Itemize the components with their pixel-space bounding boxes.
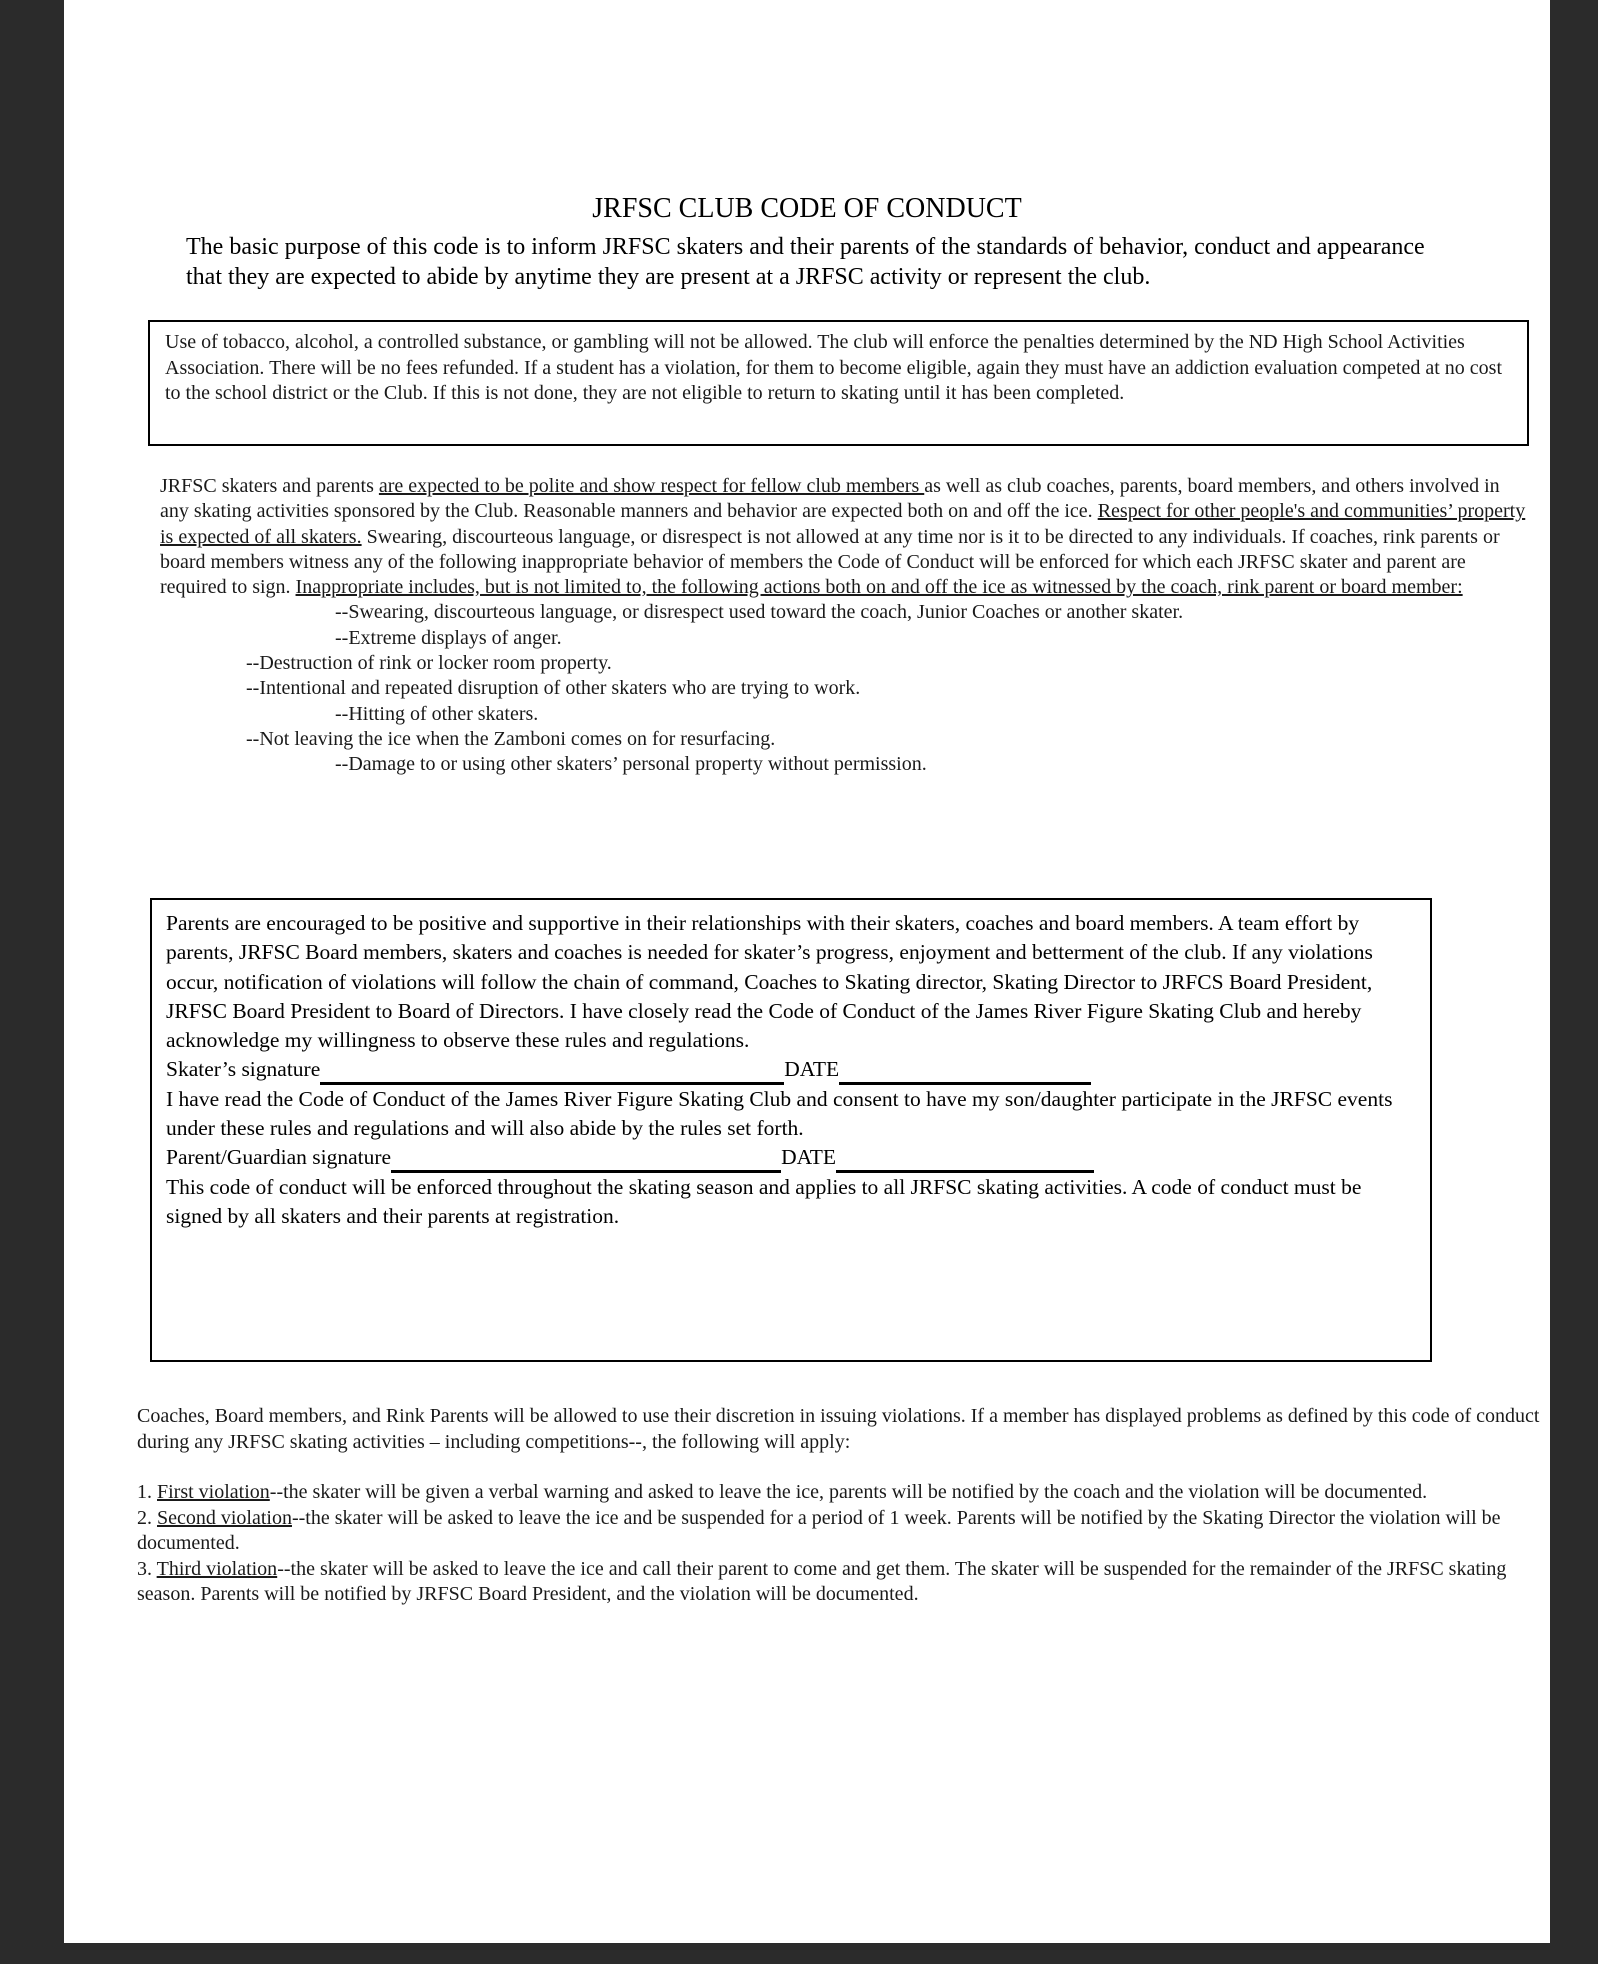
document-title: JRFSC CLUB CODE OF CONDUCT [592, 193, 1022, 224]
conduct-section [160, 474, 1530, 778]
intro-paragraph: The basic purpose of this code is to inform JRFSC skaters and their parents of the standards of behavior, conduct and appearance that they are expected to abide by anytime they are present at a JRFSC activity or represent the club. [186, 234, 1425, 290]
list-item: --Intentional and repeated disruption of other skaters who are trying to work. [246, 677, 861, 700]
violation-item: 1. First violation--the skater will be given a verbal warning and asked to leave the ice, parents will be notified by the coach and the violation will be documented. [137, 1481, 1428, 1503]
list-item: --Swearing, discourteous language, or disrespect used toward the coach, Junior Coaches or another skater. [335, 601, 1184, 624]
violation-item: 3. Third violation--the skater will be asked to leave the ice and call their parent to come and get them. The skater will be suspended for the remainder of the JRFSC skating season. Parents will be notified by JRFSC Board President, and the violation will be documented. [137, 1557, 1507, 1605]
list-item: --Destruction of rink or locker room property. [246, 652, 612, 675]
substance-policy-box [148, 320, 1529, 446]
parent-consent-paragraph: I have read the Code of Conduct of the James River Figure Skating Club and consent to have my son/daughter participate in the JRFSC events under these rules and regulations and will also abide by the rules set forth. [166, 1086, 1393, 1141]
skater-signature-field[interactable] [320, 1060, 784, 1085]
violations-intro: Coaches, Board members, and Rink Parents will be allowed to use their discretion in issuing violations. If a member has displayed problems as defined by this code of conduct during any JRFSC skating activities – including competitions--, the following will apply: [137, 1405, 1540, 1453]
parent-date-field[interactable] [836, 1148, 1094, 1173]
violation-item: 2. Second violation--the skater will be asked to leave the ice and be suspended for a period of 1 week. Parents will be notified by the Skating Director the violation will be documented. [137, 1506, 1501, 1554]
parent-signature-label: Parent/Guardian signature [166, 1145, 392, 1170]
date-label: DATE [784, 1057, 840, 1082]
list-item: --Damage to or using other skaters’ personal property without permission. [335, 753, 927, 776]
skater-signature-row [166, 1055, 1416, 1084]
parent-signature-row [166, 1143, 1416, 1172]
date-label: DATE [781, 1145, 837, 1170]
skater-date-field[interactable] [839, 1060, 1091, 1085]
acknowledgement-box [150, 898, 1432, 1362]
parent-signature-field[interactable] [391, 1148, 781, 1173]
acknowledgement-paragraph: Parents are encouraged to be positive and supportive in their relationships with their skaters, coaches and board members. A team effort by parents, JRFSC Board members, skaters and coaches is needed for skater’s progress, enjoyment and betterment of the club. If any violations occur, notification of violations will follow the chain of command, Coaches to Skating director, Skating Director to JRFCS Board President, JRFSC Board President to Board of Directors. I have closely read the Code of Conduct of the James River Figure Skating Club and hereby acknowledge my willingness to observe these rules and regulations. [166, 911, 1373, 1053]
list-item: --Extreme displays of anger. [335, 626, 562, 649]
conduct-paragraph: JRFSC skaters and parents are expected to be polite and show respect for fellow club members as well as club coaches, parents, board members, and others involved in any skating activities sponsored by the Club. Reasonable manners and behavior are expected both on and off the ice. Respect for other people's and communities’ property is expected of all skaters. Swearing, discourteous language, or disrespect is not allowed at any time nor is it to be directed to any individuals. If coaches, rink parents or board members witness any of the following inappropriate behavior of members the Code of Conduct will be enforced for which each JRFSC skater and parent are required to sign. Inappropriate includes, but is not limited to, the following actions both on and off the ice as witnessed by the coach, rink parent or board member: [160, 475, 1526, 599]
skater-signature-label: Skater’s signature [166, 1057, 321, 1082]
list-item: --Not leaving the ice when the Zamboni comes on for resurfacing. [246, 727, 776, 750]
document-page [64, 0, 1550, 1943]
enforcement-paragraph: This code of conduct will be enforced throughout the skating season and applies to all JRFSC skating activities. A code of conduct must be signed by all skaters and their parents at registration. [166, 1174, 1362, 1228]
substance-policy-text: Use of tobacco, alcohol, a controlled substance, or gambling will not be allowed. The club will enforce the penalties determined by the ND High School Activities Association. There will be no fees refunded. If a student has a violation, for them to become eligible, again they must have an addiction evaluation competed at no cost to the school district or the Club. If this is not done, they are not eligible to return to skating until it has been completed. [165, 331, 1503, 404]
violations-section [137, 1404, 1557, 1608]
list-item: --Hitting of other skaters. [335, 702, 539, 725]
